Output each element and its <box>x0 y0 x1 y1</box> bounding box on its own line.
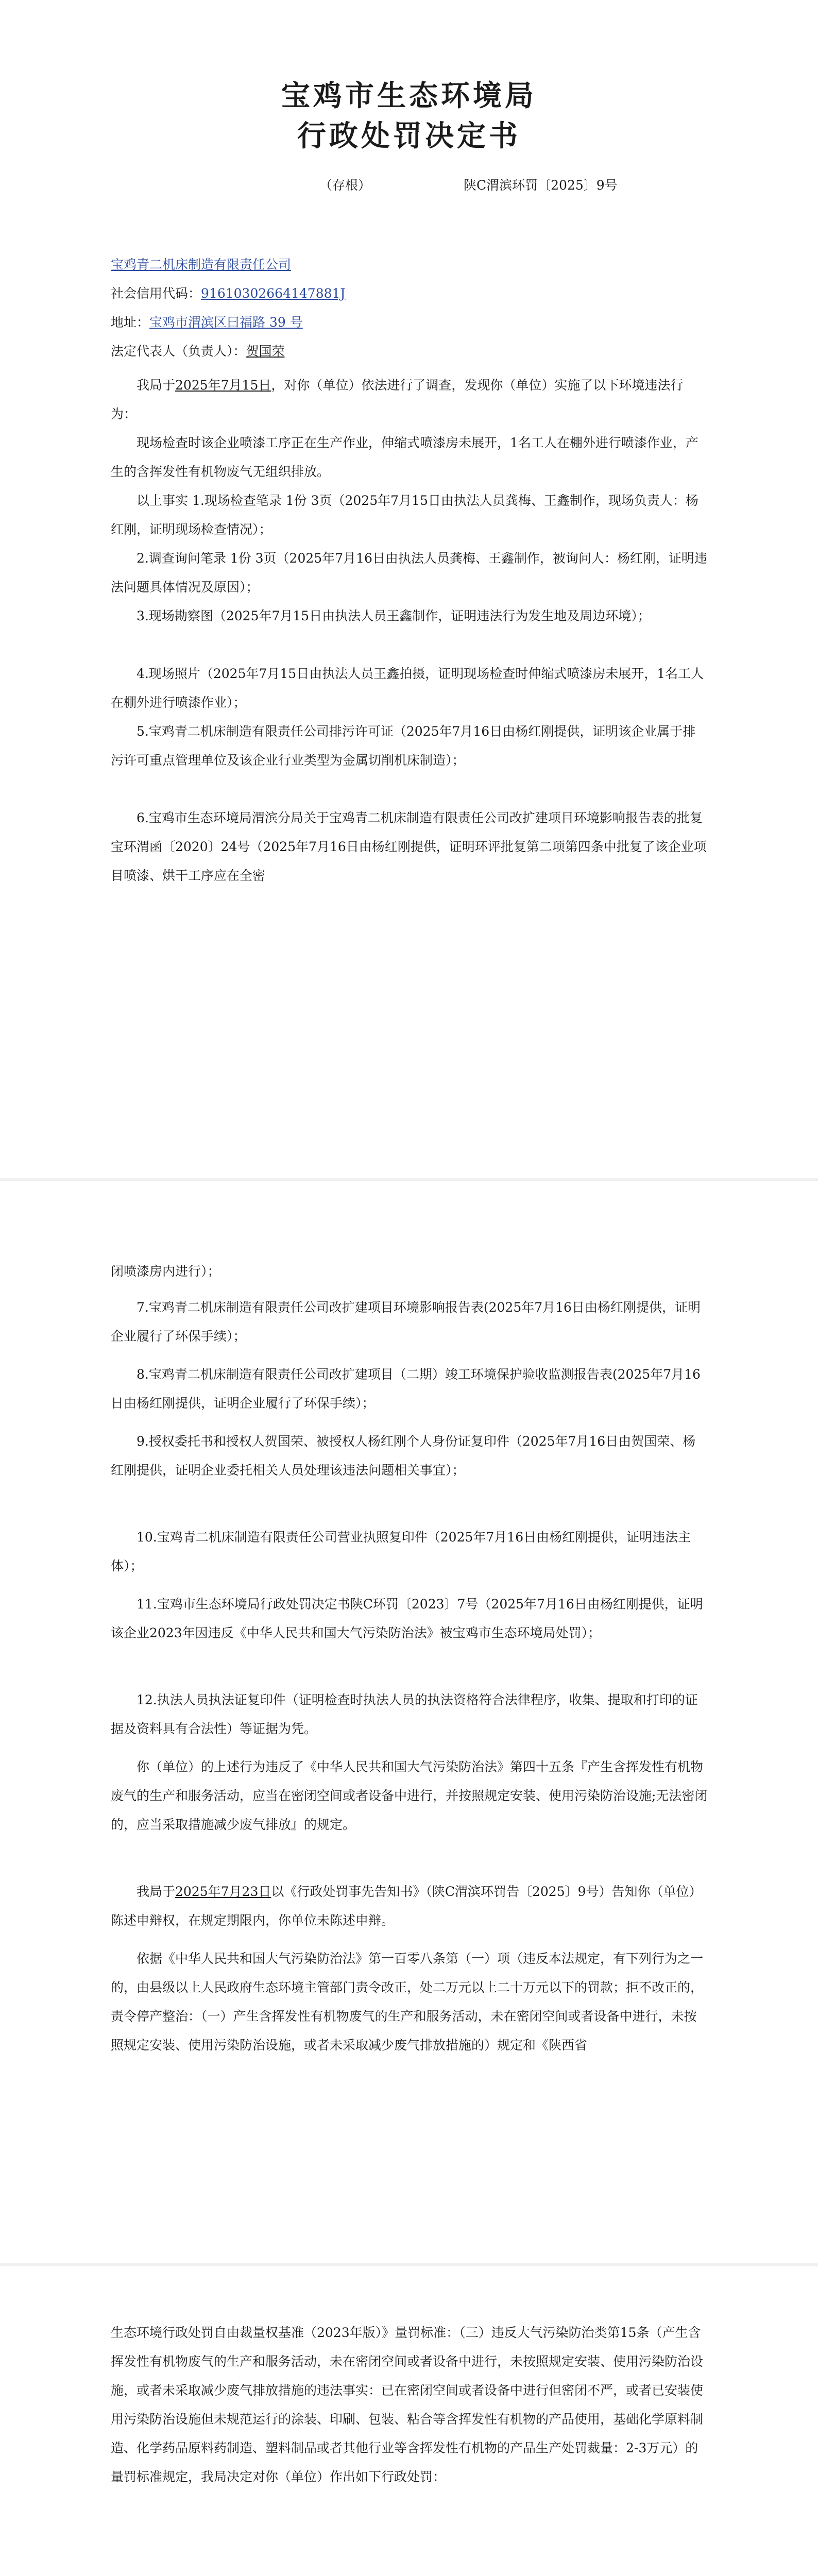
evidence-6: 6.宝鸡市生态环境局渭滨分局关于宝鸡青二机床制造有限责任公司改扩建项目环境影响报告表的批复宝环渭函〔2020〕24号（2025年7月16日由杨红刚提供，证明环评批复第二项第四条中批复了该企业项目喷漆、烘干工序应在全密 <box>111 810 707 883</box>
evidence-1: 以上事实 1.现场检查笔录 1份 3页（2025年7月15日由执法人员龚梅、王鑫制作，现场负责人：杨红刚，证明现场检查情况）； <box>111 493 698 537</box>
page-3 <box>0 2267 818 2576</box>
intro-pre: 我局于 <box>137 378 176 393</box>
notice-paragraph <box>111 1877 708 1935</box>
violation-description: 现场检查时该企业喷漆工序正在生产作业，伸缩式喷漆房未展开，1名工人在棚外进行喷漆作业，产生的含挥发性有机物废气无组织排放。 <box>111 435 698 479</box>
penalty-standard: 生态环境行政处罚自由裁量权基准（2023年版）》量罚标准：（三）违反大气污染防治类第15条（产生含挥发性有机物废气的生产和服务活动，未在密闭空间或者设备中进行，未按照规定安装、使用污染防治设施，或者未采取减少废气排放措施的违法事实：已在密闭空间或者设备中进行但密闭不严，或者已安装使用污染防治设施但未规范运行的涂装、印刷、包装、粘合等含挥发性有机物的产品使用，基础化学原料制造、化学药品原料药制造、塑料制品或者其他行业等含挥发性有机物的产品生产处罚裁量：2-3万元）的量罚标准规定，我局决定对你（单位）作出如下行政处罚： <box>111 2325 704 2484</box>
doc-title-line2: 行政处罚决定书 <box>297 119 521 153</box>
evidence-5: 5.宝鸡青二机床制造有限责任公司排污许可证（2025年7月16日由杨红刚提供，证明该企业属于排污许可重点管理单位及该企业行业类型为金属切削机床制造）； <box>111 724 696 768</box>
page-divider-2 <box>0 2263 818 2266</box>
evidence-9: 9.授权委托书和授权人贺国荣、被授权人杨红刚个人身份证复印件（2025年7月16日由贺国荣、杨红刚提供，证明企业委托相关人员处理该违法问题相关事宜）； <box>111 1434 696 1478</box>
evidence-2: 2.调查询问笔录 1份 3页（2025年7月16日由执法人员龚梅、王鑫制作，被询问人：杨红刚，证明违法问题具体情况及原因）； <box>111 551 707 595</box>
evidence-6-cont: 闭喷漆房内进行）； <box>111 1264 220 1279</box>
rep-row <box>111 342 285 361</box>
doc-title-line1: 宝鸡市生态环境局 <box>281 79 537 113</box>
doc-number: 陕C渭滨环罚〔2025〕9号 <box>464 178 618 193</box>
copy-label: （存根） <box>319 178 371 193</box>
credit-code-row <box>111 284 345 303</box>
party-name: 宝鸡青二机床制造有限责任公司 <box>111 257 292 272</box>
notice-pre: 我局于 <box>137 1884 176 1899</box>
evidence-10: 10.宝鸡青二机床制造有限责任公司营业执照复印件（2025年7月16日由杨红刚提供，证明违法主体）； <box>111 1530 691 1573</box>
evidence-7: 7.宝鸡青二机床制造有限责任公司改扩建项目环境影响报告表(2025年7月16日由杨红刚提供，证明企业履行了环保手续）； <box>111 1300 701 1344</box>
evidence-11: 11.宝鸡市生态环境局行政处罚决定书陕C环罚〔2023〕7号（2025年7月16日由杨红刚提供，证明该企业2023年因违反《中华人民共和国大气污染防治法》被宝鸡市生态环境局处罚）； <box>111 1597 703 1640</box>
evidence-8: 8.宝鸡青二机床制造有限责任公司改扩建项目（二期）竣工环境保护验收监测报告表(2025年7月16日由杨红刚提供，证明企业履行了环保手续）； <box>111 1367 701 1411</box>
page-1 <box>0 0 818 1175</box>
evidence-4: 4.现场照片（2025年7月15日由执法人员王鑫拍摄，证明现场检查时伸缩式喷漆房未展开，1名工人在棚外进行喷漆作业）； <box>111 666 704 710</box>
intro-post: ，对你（单位）依法进行了调查，发现你（单位）实施了以下环境违法行为： <box>111 378 684 421</box>
legal-basis: 依据《中华人民共和国大气污染防治法》第一百零八条第（一）项（违反本法规定，有下列行为之一的，由县级以上人民政府生态环境主管部门责令改正，处二万元以上二十万元以下的罚款；拒不改正的，责令停产整治：（一）产生含挥发性有机物废气的生产和服务活动，未在密闭空间或者设备中进行，未按照规定安装、使用污染防治设施，或者未采取减少废气排放措施的）规定和《陕西省 <box>111 1951 704 2053</box>
address-row <box>111 313 303 332</box>
page-divider <box>0 1178 818 1181</box>
rep-value: 贺国荣 <box>246 344 285 359</box>
intro-paragraph <box>111 371 708 429</box>
investigation-date: 2025年7月15日 <box>175 378 271 393</box>
law-violation: 你（单位）的上述行为违反了《中华人民共和国大气污染防治法》第四十五条『产生含挥发性有机物废气的生产和服务活动，应当在密闭空间或者设备中进行，并按照规定安装、使用污染防治设施;无法密闭的，应当采取措施减少废气排放』的规定。 <box>111 1759 708 1832</box>
credit-code-label: 社会信用代码： <box>111 286 201 301</box>
rep-label: 法定代表人（负责人）： <box>111 344 246 359</box>
notice-date: 2025年7月23日 <box>175 1884 271 1899</box>
evidence-3: 3.现场勘察图（2025年7月15日由执法人员王鑫制作，证明违法行为发生地及周边环境）； <box>137 608 651 623</box>
notice-text: 以《行政处罚事先告知书》（陕C渭滨环罚告〔2025〕9号）告知你（单位）陈述申辩权，在规定期限内，你单位未陈述申辩。 <box>111 1884 702 1928</box>
address-label: 地址： <box>111 315 150 330</box>
evidence-12: 12.执法人员执法证复印件（证明检查时执法人员的执法资格符合法律程序，收集、提取和打印的证据及资料具有合法性）等证据为凭。 <box>111 1692 698 1736</box>
page-2 <box>0 1185 818 2262</box>
address-value: 宝鸡市渭滨区曰福路 39 号 <box>149 315 303 330</box>
credit-code-value: 91610302664147881J <box>201 286 346 301</box>
